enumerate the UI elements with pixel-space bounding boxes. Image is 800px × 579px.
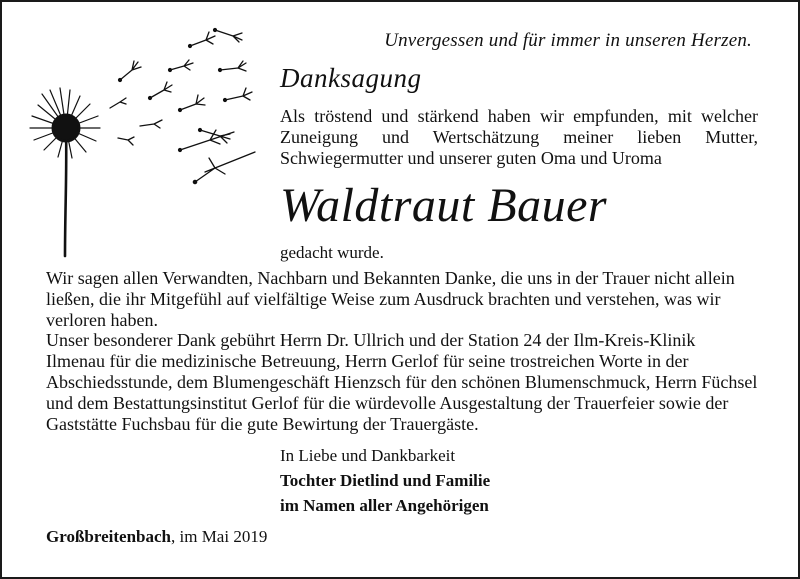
signoff: [280, 443, 490, 518]
place-date: , im Mai 2019: [171, 527, 268, 546]
motto: Unvergessen und für immer in unseren Herzen.: [384, 30, 752, 51]
thanks-paragraph: Unser besonderer Dank gebührt Herrn Dr. Ullrich und der Station 24 der Ilm-Kreis-Klinik Ilmenau für die medizinische Betreuung, Herrn Gerlof für seine trostreichen Worte in der Abschiedsstunde, dem Blumengeschäft Hienzsch für den schönen Blumenschmuck, Herrn Füchsel und dem Bestattungsinstitut Gerlof für die würdevolle Ausgestaltung der Trauerfeier sowie der Gaststätte Fuchsbau für die gute Bewirtung der Trauergäste.: [46, 330, 758, 434]
dandelion-illustration: [20, 10, 265, 260]
thanks-paragraph: Wir sagen allen Verwandten, Nachbarn und Bekannten Danke, die uns in der Trauer nicht allein ließen, die ihr Mitgefühl auf vielfältige Weise zum Ausdruck brachten und verstehen, was wir verloren haben.: [46, 268, 735, 330]
intro-text: Als tröstend und stärkend haben wir empfunden, mit welcher Zuneigung und Wertschätzung meiner lieben Mutter, Schwiegermutter und unserer guten Oma und Uroma: [280, 106, 758, 168]
signoff-relatives: im Namen aller Angehörigen: [280, 496, 489, 515]
remembered-line: gedacht wurde.: [280, 243, 384, 262]
place-and-date: [46, 527, 267, 547]
place-town: Großbreitenbach: [46, 527, 171, 546]
heading: Danksagung: [280, 63, 422, 93]
thanks-text: [46, 268, 758, 434]
deceased-name: Waldtraut Bauer: [280, 179, 608, 232]
signoff-greeting: In Liebe und Dankbarkeit: [280, 446, 456, 465]
signoff-family: Tochter Dietlind und Familie: [280, 471, 491, 490]
